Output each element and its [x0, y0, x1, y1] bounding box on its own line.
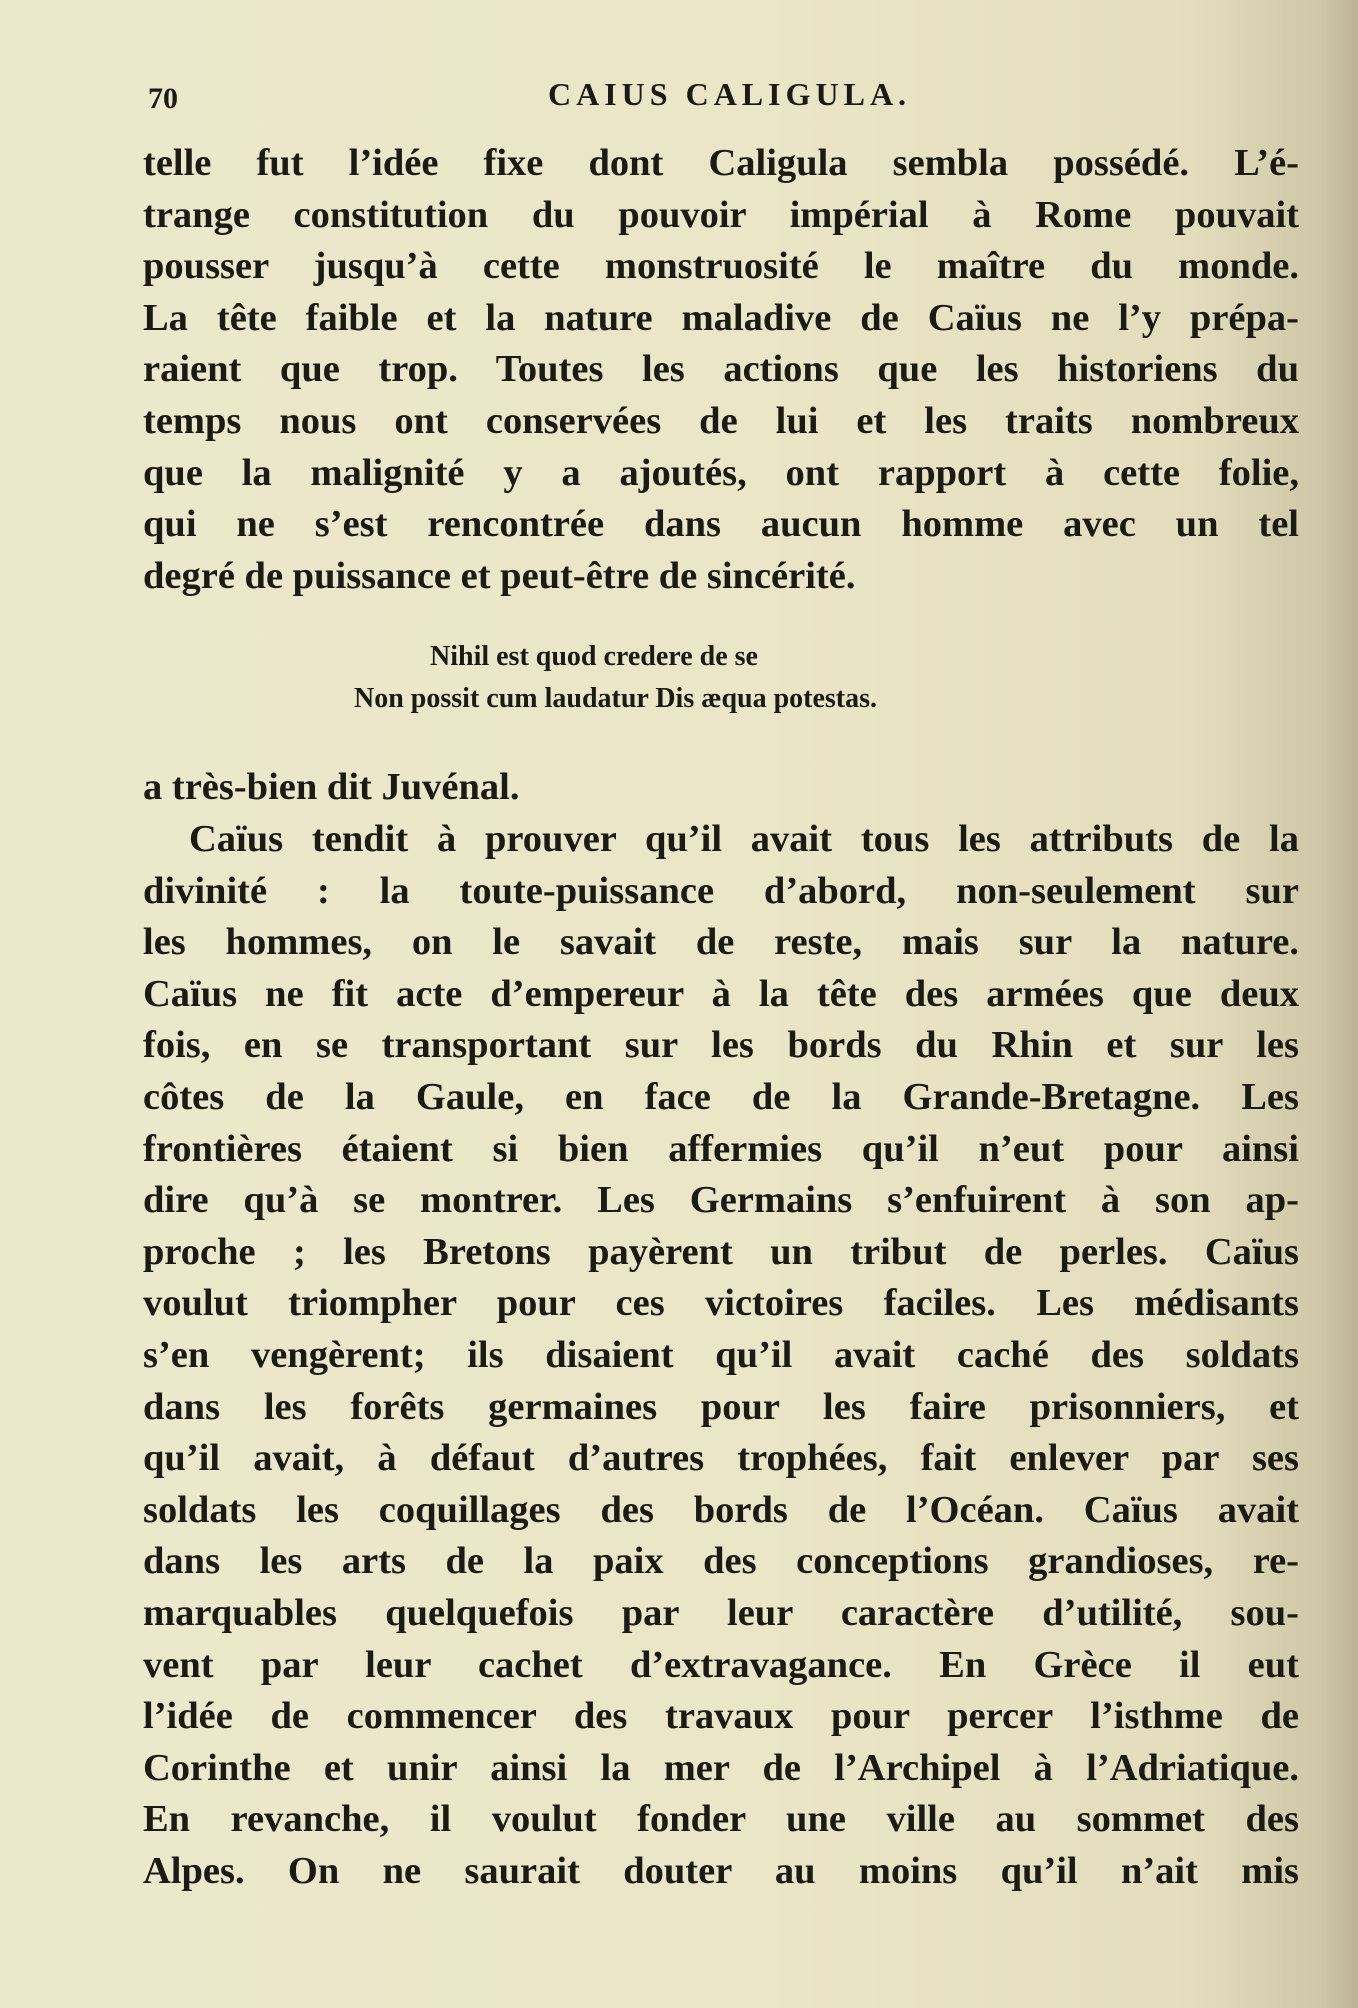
text-line: dire qu’à se montrer. Les Germains s’enfuirent à son ap- [143, 1179, 1299, 1222]
latin-quotation [330, 636, 1090, 720]
text-line: qu’il avait, à défaut d’autres trophées, fait enlever par ses [143, 1437, 1299, 1480]
text-line: vent par leur cachet d’extravagance. En Grèce il eut [143, 1643, 1299, 1686]
text-line: voulut triompher pour ces victoires faciles. Les médisants [143, 1282, 1299, 1325]
text-line: telle fut l’idée fixe dont Caligula sembla possédé. L’é- [143, 142, 1299, 184]
running-head: CAIUS CALIGULA. [548, 76, 912, 112]
text-line: s’en vengèrent; ils disaient qu’il avait caché des soldats [143, 1333, 1299, 1376]
text-line: côtes de la Gaule, en face de la Grande-Bretagne. Les [143, 1075, 1299, 1118]
text-line: raient que trop. Toutes les actions que les historiens du [143, 348, 1299, 391]
text-line: que la malignité y a ajoutés, ont rapport à cette folie, [143, 451, 1299, 494]
text-line: les hommes, on le savait de reste, mais sur la nature. [143, 921, 1299, 964]
paragraph-1 [143, 138, 1299, 602]
text-line: a très-bien dit Juvénal. [143, 766, 520, 808]
text-line: La tête faible et la nature maladive de Caïus ne l’y prépa- [143, 296, 1299, 339]
text-line: degré de puissance et peut-être de sincérité. [143, 554, 856, 597]
text-line: Caïus tendit à prouver qu’il avait tous les attributs de la [189, 818, 1299, 860]
text-line: proche ; les Bretons payèrent un tribut de perles. Caïus [143, 1230, 1299, 1273]
text-line: soldats les coquillages des bords de l’Océan. Caïus avait [143, 1488, 1299, 1531]
text-line: trange constitution du pouvoir impérial à Rome pouvait [143, 193, 1299, 236]
text-line: dans les forêts germaines pour les faire prisonniers, et [143, 1385, 1299, 1428]
text-line: Alpes. On ne saurait douter au moins qu’il n’ait mis [143, 1849, 1299, 1892]
text-line: En revanche, il voulut fonder une ville au sommet des [143, 1798, 1299, 1841]
text-line: frontières étaient si bien affermies qu’il n’eut pour ainsi [143, 1127, 1299, 1170]
page-number: 70 [148, 82, 178, 115]
paragraph-2 [143, 762, 1299, 814]
text-line: marquables quelquefois par leur caractère d’utilité, sou- [143, 1591, 1299, 1634]
text-line: dans les arts de la paix des conceptions grandioses, re- [143, 1540, 1299, 1583]
paragraph-3 [143, 814, 1299, 1897]
text-line: divinité : la toute-puissance d’abord, non-seulement sur [143, 869, 1299, 912]
page-header [148, 72, 1296, 122]
text-line: l’idée de commencer des travaux pour percer l’isthme de [143, 1695, 1299, 1738]
text-line: temps nous ont conservées de lui et les traits nombreux [143, 399, 1299, 442]
text-line: Corinthe et unir ainsi la mer de l’Archipel à l’Adriatique. [143, 1746, 1299, 1789]
text-line: pousser jusqu’à cette monstruosité le maître du monde. [143, 245, 1299, 288]
text-line: fois, en se transportant sur les bords du Rhin et sur les [143, 1024, 1299, 1067]
text-line: qui ne s’est rencontrée dans aucun homme avec un tel [143, 503, 1299, 546]
quotation-line: Nihil est quod credere de se [430, 641, 758, 672]
quotation-line: Non possit cum laudatur Dis æqua potestas. [354, 683, 878, 714]
text-line: Caïus ne fit acte d’empereur à la tête des armées que deux [143, 972, 1299, 1015]
